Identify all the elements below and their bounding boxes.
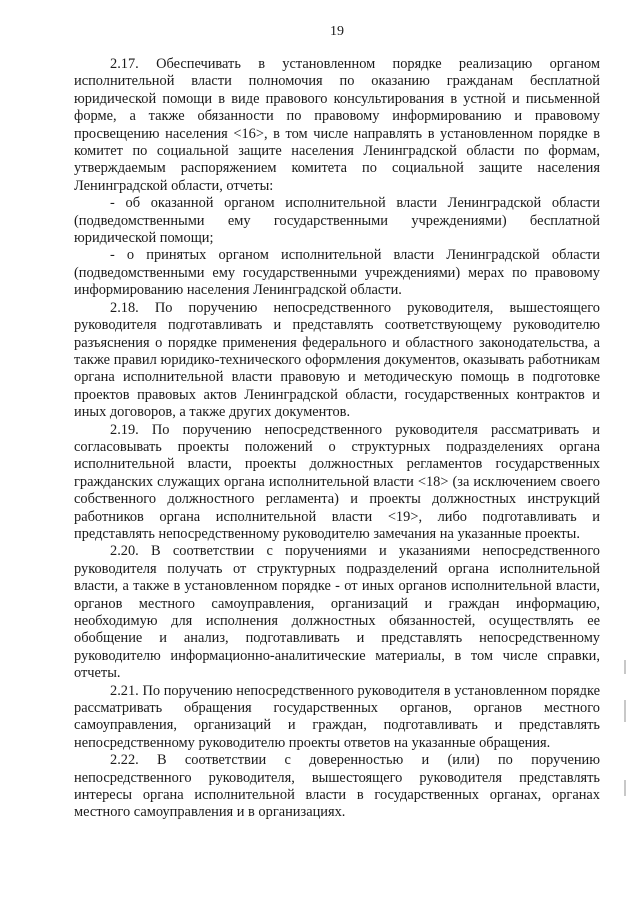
paragraph-2-19: 2.19. По поручению непосредственного руководителя рассматривать и согласовывать проекты положений о структурных подразделениях органа исполнительной власти, проекты должностных регламентов государственных гражданских служащих органа исполнительной власти <18> (за исключением своего собственного должностного регламента) и проекты должностных инструкций работников органа исполнительной власти <19>, либо подготавливать и представлять непосредственному руководителю замечания на указанные проекты.: [74, 421, 600, 542]
list-item-legal-info-report: - о принятых органом исполнительной власти Ленинградской области (подведомственными ему государственными учреждениями) мерах по правовому информированию населения Ленинградской области.: [74, 247, 600, 299]
paragraph-2-21: 2.21. По поручению непосредственного руководителя в установленном порядке рассматривать обращения государственных органов, органов местного самоуправления, организаций и граждан, подготавливать и представлять непосредственному руководителю проекты ответов на указанные обращения.: [74, 682, 600, 751]
list-item-legal-aid-report: - об оказанной органом исполнительной власти Ленинградской области (подведомственными ему государственными учреждениями) бесплатной юридической помощи;: [74, 195, 600, 247]
scan-edge-mark: [624, 780, 626, 796]
paragraph-2-18: 2.18. По поручению непосредственного руководителя, вышестоящего руководителя подготавливать и представлять соответствующему руководителю разъяснения о порядке применения федерального и областного законодательства, а также правил юридико-технического оформления документов, оказывать работникам органа исполнительной власти правовую и методическую помощь в подготовке проектов правовых актов Ленинградской области, государственных контрактов и иных договоров, а также других документов.: [74, 299, 600, 421]
paragraph-2-22: 2.22. В соответствии с доверенностью и (или) по поручению непосредственного руководителя, вышестоящего руководителя представлять интересы органа исполнительной власти в государственных органах, органах местного самоуправления и в организациях.: [74, 752, 600, 821]
scan-edge-mark: [624, 700, 626, 722]
paragraph-2-20: 2.20. В соответствии с поручениями и указаниями непосредственного руководителя получать от структурных подразделений органа исполнительной власти, а также в установленном порядке - от иных органов исполнительной власти, органов местного самоуправления, организаций и граждан информацию, необходимую для исполнения должностных обязанностей, осуществлять ее обобщение и анализ, подготавливать и представлять непосредственному руководителю информационно-аналитические материалы, в том числе справки, отчеты.: [74, 543, 600, 682]
scan-edge-mark: [624, 660, 626, 674]
paragraph-2-17: 2.17. Обеспечивать в установленном порядке реализацию органом исполнительной власти полномочия по оказанию гражданам бесплатной юридической помощи в виде правового консультирования в устной и письменной форме, а также обязанности по правовому информированию и правовому просвещению населения <16>, в том числе направлять в установленном порядке в комитет по социальной защите населения Ленинградской области по формам, утверждаемым распоряжением комитета по социальной защите населения Ленинградской области, отчеты:: [74, 56, 600, 194]
page-number: 19: [330, 24, 344, 39]
